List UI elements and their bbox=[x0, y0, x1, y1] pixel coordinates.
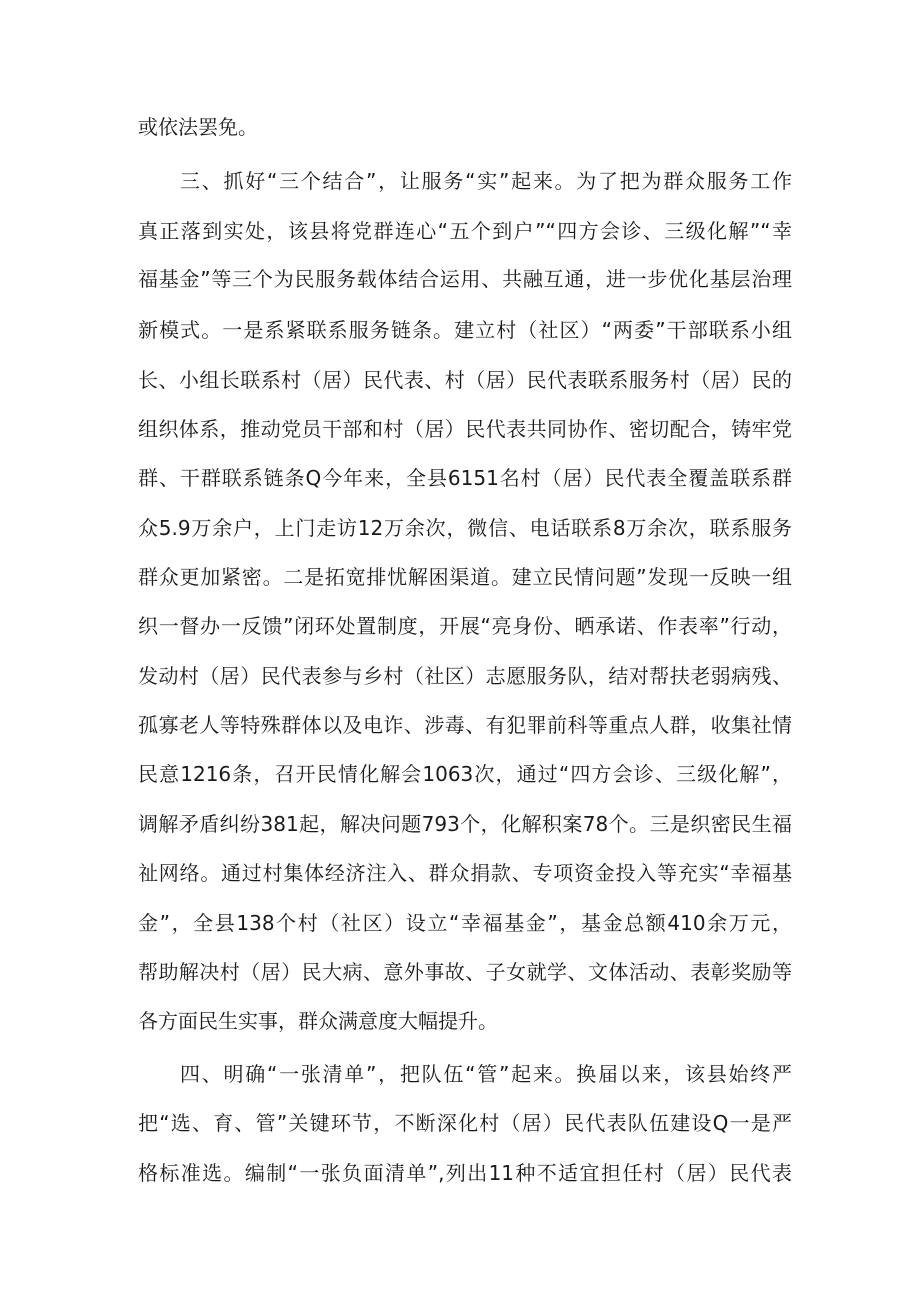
text-line: 或依法罢免。 bbox=[138, 115, 258, 139]
text-line: 众5.9万余户，上门走访12万余次，微信、电话联系8万余次，联系服务 bbox=[138, 516, 792, 540]
text-line: 调解矛盾纠纷381起，解决问题793个，化解积案78个。三是织密民生福 bbox=[138, 812, 792, 836]
section-heading-line: 四、明确“一张清单”，把队伍“管”起来。换届以来，该县始终严 bbox=[180, 1062, 792, 1086]
section-heading-line: 三、抓好“三个结合”，让服务“实”起来。为了把为群众服务工作 bbox=[180, 169, 792, 193]
text-line: 民意1216条，召开民情化解会1063次，通过“四方会诊、三级化解”， bbox=[138, 762, 792, 786]
text-line: 帮助解决村（居）民大病、意外事故、子女就学、文体活动、表彰奖励等 bbox=[138, 960, 792, 984]
text-line: 把“选、育、管”关键环节，不断深化村（居）民代表队伍建设Q一是严 bbox=[138, 1111, 792, 1135]
text-line: 格标准选。编制“一张负面清单”,列出11种不适宜担任村（居）民代表 bbox=[138, 1161, 792, 1185]
text-line: 群、干群联系链条Q今年来，全县6151名村（居）民代表全覆盖联系群 bbox=[138, 466, 792, 490]
text-line: 群众更加紧密。二是拓宽排忧解困渠道。建立民情问题”发现一反映一组 bbox=[138, 565, 792, 589]
text-line: 福基金”等三个为民服务载体结合运用、共融互通，进一步优化基层治理 bbox=[138, 267, 792, 291]
text-line: 发动村（居）民代表参与乡村（社区）志愿服务队，结对帮扶老弱病残、 bbox=[138, 664, 792, 688]
text-line: 组织体系，推动党员干部和村（居）民代表共同协作、密切配合，铸牢党 bbox=[138, 417, 792, 441]
text-line: 长、小组长联系村（居）民代表、村（居）民代表联系服务村（居）民的 bbox=[138, 368, 792, 392]
text-line: 各方面民生实事，群众满意度大幅提升。 bbox=[138, 1009, 498, 1033]
text-line: 金”，全县138个村（社区）设立“幸福基金”，基金总额410余万元， bbox=[138, 911, 792, 935]
text-line: 祉网络。通过村集体经济注入、群众捐款、专项资金投入等充实“幸福基 bbox=[138, 861, 792, 885]
text-line: 织一督办一反馈”闭环处置制度，开展“亮身份、晒承诺、作表率”行动， bbox=[138, 614, 792, 638]
text-line: 孤寡老人等特殊群体以及电诈、涉毒、有犯罪前科等重点人群，收集社情 bbox=[138, 713, 792, 737]
text-line: 新模式。一是系紧联系服务链条。建立村（社区）“两委”干部联系小组 bbox=[138, 318, 792, 342]
text-line: 真正落到实处，该县将党群连心“五个到户”“四方会诊、三级化解”“幸 bbox=[138, 219, 792, 243]
